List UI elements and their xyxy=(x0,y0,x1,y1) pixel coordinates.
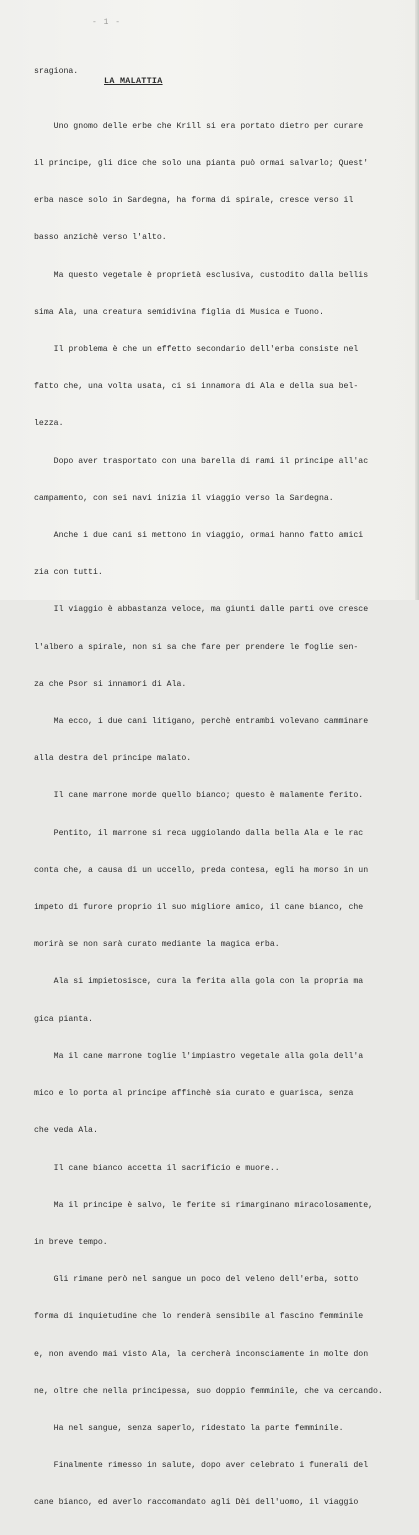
text-line: gica pianta. xyxy=(34,1014,93,1024)
text-line: conta che, a causa di un uccello, preda contesa, egli ha morso in un xyxy=(34,865,369,875)
text-line: l'albero a spirale, non si sa che fare per prendere le foglie sen- xyxy=(34,642,359,652)
text-line: zia con tutti. xyxy=(34,568,103,578)
text-line: Il problema è che un effetto secondario dell'erba consiste nel xyxy=(34,345,359,355)
text-line: Ala si impietosisce, cura la ferita alla gola con la propria ma xyxy=(34,977,364,987)
text-line: Il cane bianco accetta il sacrificio e muore.. xyxy=(34,1163,280,1173)
text-line: cane bianco, ed averlo raccomandato agli Dèi dell'uomo, il viaggio xyxy=(34,1498,359,1508)
text-line: sragiona. xyxy=(34,66,79,76)
text-line: Anche i due cani si mettono in viaggio, ormai hanno fatto amici xyxy=(34,531,364,541)
text-line: Ma il cane marrone toglie l'impiastro vegetale alla gola dell'a xyxy=(34,1051,364,1061)
text-line: Ma questo vegetale è proprietà esclusiva, custodito dalla bellis xyxy=(34,270,369,280)
text-line: lezza. xyxy=(34,419,64,429)
text-line: in breve tempo. xyxy=(34,1237,108,1247)
opening-line xyxy=(34,41,406,103)
text-line: forma di inquietudine che lo renderà sensibile al fascino femminile xyxy=(34,1312,364,1322)
text-line: fatto che, una volta usata, ci si innamora di Ala e della sua bel- xyxy=(34,382,359,392)
text-line: erba nasce solo in Sardegna, ha forma di spirale, cresce verso il xyxy=(34,196,354,206)
text-line: basso anzichè verso l'alto. xyxy=(34,233,167,243)
page-number: - 1 - xyxy=(92,18,122,27)
text-line: Il cane marrone morde quello bianco; questo è malamente ferito. xyxy=(34,791,364,801)
section-title: LA MALATTIA xyxy=(104,76,163,86)
text-line: impeto di furore proprio il suo migliore amico, il cane bianco, che xyxy=(34,903,364,913)
text-line: che veda Ala. xyxy=(34,1126,98,1136)
text-line: ne, oltre che nella principessa, suo doppio femminile, che va cercando. xyxy=(34,1386,383,1396)
text-line: Uno gnomo delle erbe che Krill si era portato dietro per curare xyxy=(34,121,364,131)
text-line: alla destra del principe malato. xyxy=(34,754,192,764)
text-line: campamento, con sei navi inizia il viaggio verso la Sardegna. xyxy=(34,493,334,503)
text-line: Dopo aver trasportato con una barella di rami il principe all'ac xyxy=(34,456,369,466)
section-title-wrap xyxy=(104,70,163,88)
text-line: sima Ala, una creatura semidivina figlia di Musica e Tuono. xyxy=(34,307,324,317)
text-line: Ma il principe è salvo, le ferite si rimarginano miracolosamente, xyxy=(34,1200,374,1210)
page-edge-shadow xyxy=(415,0,419,600)
body-text xyxy=(34,96,406,1535)
text-line: Ma ecco, i due cani litigano, perchè entrambi volevano camminare xyxy=(34,717,369,727)
text-line: il principe, gli dice che solo una pianta può ormai salvarlo; Quest' xyxy=(34,159,369,169)
text-line: za che Psor si innamori di Ala. xyxy=(34,679,187,689)
text-line: Ha nel sangue, senza saperlo, ridestato la parte femminile. xyxy=(34,1423,344,1433)
text-line: e, non avendo mai visto Ala, la cercherà inconsciamente in molte don xyxy=(34,1349,369,1359)
text-line: mico e lo porta al principe affinchè sia curato e guarisca, senza xyxy=(34,1089,354,1099)
text-line: morirà se non sarà curato mediante la magica erba. xyxy=(34,940,280,950)
text-line: Il viaggio è abbastanza veloce, ma giunti dalle parti ove cresce xyxy=(34,605,369,615)
text-line: Pentito, il marrone si reca uggiolando dalla bella Ala e le rac xyxy=(34,828,364,838)
text-line: Finalmente rimesso in salute, dopo aver celebrato i funerali del xyxy=(34,1461,369,1471)
text-line: Gli rimane però nel sangue un poco del veleno dell'erba, sotto xyxy=(34,1275,359,1285)
